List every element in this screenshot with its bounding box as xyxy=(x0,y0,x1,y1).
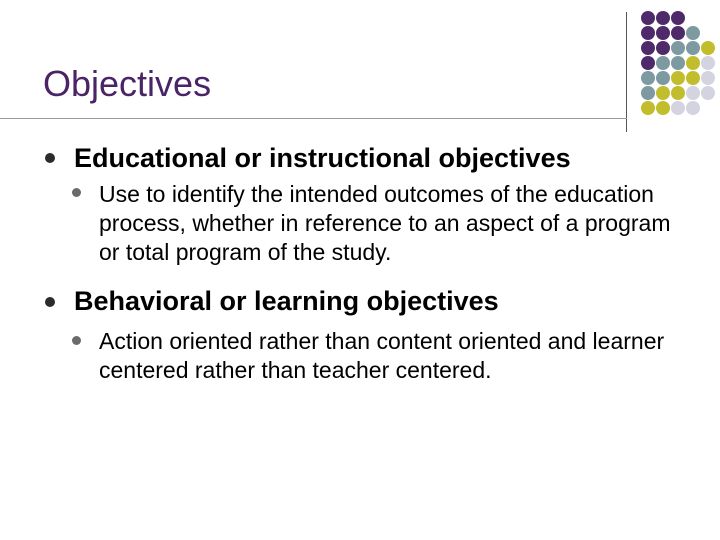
decor-dot xyxy=(656,56,670,70)
decorative-dot-grid xyxy=(636,8,720,118)
decor-dot xyxy=(686,41,700,55)
title-underline xyxy=(0,118,627,119)
decor-dot xyxy=(686,26,700,40)
bullet-heading-1: Educational or instructional objectives xyxy=(74,143,571,173)
decor-dot xyxy=(641,56,655,70)
sub-bullet-text-1: Use to identify the intended outcomes of the education process, whether in reference to an aspect of a program or total program of the study. xyxy=(99,181,671,265)
slide-title: Objectives xyxy=(43,63,212,104)
decor-dot xyxy=(701,86,715,100)
decor-dot xyxy=(701,71,715,85)
bullet-icon xyxy=(45,153,55,163)
decor-dot xyxy=(641,26,655,40)
bullet-icon xyxy=(45,297,55,307)
sub-bullet-text-2: Action oriented rather than content oriented and learner centered rather than teacher centered. xyxy=(99,328,665,383)
decor-dot xyxy=(641,41,655,55)
decor-dot xyxy=(656,41,670,55)
decor-dot xyxy=(656,11,670,25)
decor-dot xyxy=(701,41,715,55)
decor-dot xyxy=(701,56,715,70)
decor-dot xyxy=(671,56,685,70)
sub-bullet-icon xyxy=(72,188,81,197)
decor-dot xyxy=(656,71,670,85)
decor-dot xyxy=(656,26,670,40)
decor-dot xyxy=(671,41,685,55)
decor-dot xyxy=(656,86,670,100)
decor-dot xyxy=(686,86,700,100)
decor-dot xyxy=(641,71,655,85)
decor-dot xyxy=(671,71,685,85)
decor-dot xyxy=(686,71,700,85)
decor-dot xyxy=(671,86,685,100)
decor-dot xyxy=(671,26,685,40)
vertical-divider xyxy=(626,12,627,132)
decor-dot xyxy=(686,101,700,115)
sub-bullet-icon xyxy=(72,336,81,345)
decor-dot xyxy=(686,56,700,70)
decor-dot xyxy=(671,101,685,115)
decor-dot xyxy=(641,101,655,115)
decor-dot xyxy=(641,86,655,100)
decor-dot xyxy=(656,101,670,115)
bullet-heading-2: Behavioral or learning objectives xyxy=(74,286,499,316)
decor-dot xyxy=(641,11,655,25)
decor-dot xyxy=(671,11,685,25)
